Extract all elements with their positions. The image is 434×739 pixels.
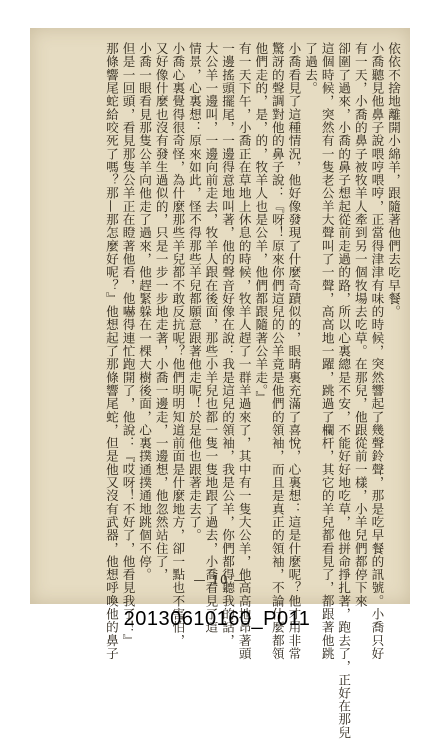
text-column: 小喬聽見他鼻子說喂哼喂哼，正當得津津有味的時候，突然響起了幾聲鈴聲，那是吃早餐的訊號。小喬只好 (369, 42, 385, 661)
text-column: 一邊搖頭擺尾，一邊得意地叫著，他的聲音好像在說：我是這兒的領袖，我是公羊，你們都得聽我的話， (220, 42, 236, 647)
text-column: 小喬看見了這種情況，他好像發現了什麼奇蹟似的，眼睛裏充滿了喜悅，心裏想：這是什麼呢？他才用非常 (286, 42, 302, 661)
text-column: 但是一回頭，看見那隻公羊正在瞪著他看，他嚇得連忙跑開了，他說：『哎呀！不好了，他看見我了！』 (120, 42, 136, 647)
text-column: 他們走的，是，的，牧羊人也是公羊，他們都跟隨著公羊走。』 (253, 42, 269, 404)
text-column: 有一天，小喬的鼻子被牧羊人牽到另一個牧場去吃草。在那兒，他跟從前一樣，小羊兒們都停下來 (352, 42, 368, 608)
text-column: 了過去。 (303, 42, 319, 95)
image-caption: 20130610160_P011 (123, 608, 311, 630)
text-column: 有一天下午，小喬正在草地上休息的時候，牧羊人趕了一群羊過來了，其中有一隻大公羊，他高高地昂著頭 (236, 42, 252, 661)
text-column: 依依不捨地離開小綿羊，跟隨著他們去吃早餐。 (386, 42, 401, 319)
text-column: 大公羊一邊叫，一邊向前走去，牧羊人跟在後面，那些小羊兒也都一隻一隻地跟了過去，小喬看見了這 (203, 42, 219, 634)
text-column: 這個時候，突然有一隻老公羊大聲叫了一聲，高高地一躍，跳過了欄杆，其它的羊兒都看見了，都跟著他跳 (319, 42, 335, 661)
text-column: 驚訝的聲調對他的鼻子說：『呀！原來你們這兒的公羊竟是他們的領袖，而且是真正的領袖，不論什麼都領 (269, 42, 285, 661)
text-column: 又好像什麼也沒有發生過似的，只是一步一步地走著，小喬一邊走，一邊想，他忽然站住了， (153, 42, 169, 582)
text-column: 卻圍了過來，小喬的鼻子想起從前走過的路，所以心裏總是不安，不能好好地吃草，他拼命掙扎著，跑去了，正好在那兒 (336, 42, 352, 739)
text-column: 小喬一眼看見那隻公羊向他走了過來，他趕緊躲在一棵大樹後面，心裏撲通撲通地跳個不停。 (137, 42, 153, 582)
page-number: — 10 — (193, 573, 247, 587)
text-column: 情景，心裏想：原來如此，怪不得那些羊兒都願意跟著他走呢！於是他也跟著走去了。 (186, 42, 202, 542)
text-column: 那條響尾蛇給咬死了嗎？那—那怎麼好呢？』他想起了那條響尾蛇，但是他又沒有武器，他想呼喚他的鼻子 (103, 42, 119, 661)
text-column: 小喬心裏覺得很奇怪，為什麼那些羊兒都不敢反抗呢？他們明明知道前面是什麼地方，卻一點也不害怕， (170, 42, 186, 647)
